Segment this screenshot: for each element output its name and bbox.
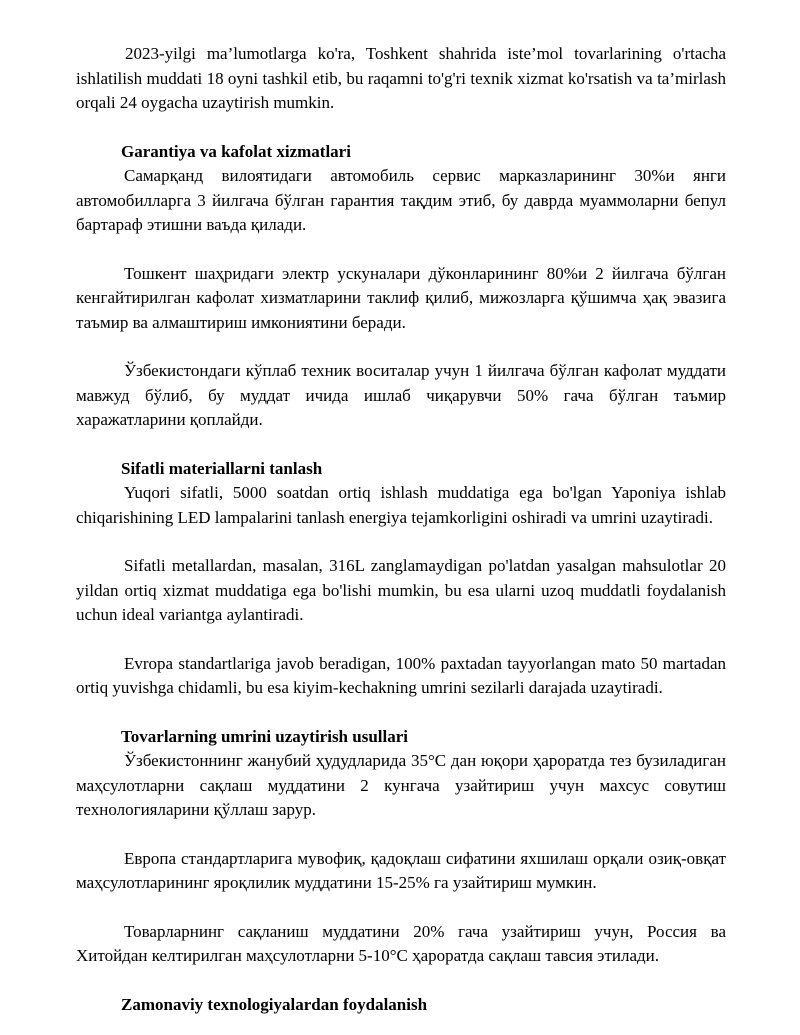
paragraph: Товарларнинг сақланиш муддатини 20% гача узайтириш учун, Россия ва Хитойдан келтирилган маҳсулотларни 5-10°C ҳароратда сақлаш тавсия этилади. <box>76 921 726 965</box>
paragraph: Sifatli metallardan, masalan, 316L zanglamaydigan po'latdan yasalgan mahsulotlar 20 yildan ortiq xizmat muddatiga ega bo'lishi mumkin, bu esa ularni uzoq muddatli foydalanish uchun ideal variantga aylantiradi. <box>76 556 726 624</box>
paragraph: Самарқанд вилоятидаги автомобиль сервис марказларининг 30%и янги автомобилларга 3 йилгача бўлган гарантия тақдим этиб, бу даврда муаммоларни бепул бартараф этишни ваъда қилади. <box>76 166 726 234</box>
section-heading-lifespan-methods: Tovarlarning umrini uzaytirish usullari <box>121 726 408 746</box>
paragraph: Европа стандартларига мувофиқ, қадоқлаш сифатини яхшилаш орқали озиқ-овқат маҳсулотларининг яроқлилик муддатини 15-25% га узайтириш мумкин. <box>76 848 726 892</box>
section-heading-warranty: Garantiya va kafolat xizmatlari <box>121 141 351 161</box>
section-heading-materials: Sifatli materiallarni tanlash <box>121 458 323 478</box>
paragraph: Ўзбекистоннинг жанубий ҳудудларида 35°C дан юқори ҳароратда тез бузиладиган маҳсулотларни сақлаш муддатини 2 кунгача узайтириш учун махсус совутиш технологияларини қўллаш зарур. <box>76 751 726 819</box>
paragraph: Тошкент шаҳридаги электр ускуналари дўконларининг 80%и 2 йилгача бўлган кенгайтирилган кафолат хизматларини таклиф қилиб, мижозларга қўшимча ҳақ эвазига таъмир ва алмаштириш имкониятини беради. <box>76 263 726 332</box>
paragraph: Ўзбекистондаги кўплаб техник воситалар учун 1 йилгача бўлган кафолат муддати мавжуд бўлиб, бу муддат ичида ишлаб чиқарувчи 50% гача бўлган таъмир харажатларини қоплайди. <box>76 361 726 429</box>
intro-paragraph: 2023-yilgi ma’lumotlarga ko'ra, Toshkent shahrida iste’mol tovarlarining o'rtacha ishlatilish muddati 18 oyni tashkil etib, bu raqamni to'g'ri texnik xizmat ko'rsatish va ta’mirlash orqali 24 oygacha uzaytirish mumkin. <box>76 44 726 112</box>
section-heading-technologies: Zamonaviy texnologiyalardan foydalanish <box>121 994 428 1014</box>
paragraph: Evropa standartlariga javob beradigan, 100% paxtadan tayyorlangan mato 50 martadan ortiq yuvishga chidamli, bu esa kiyim-kechakning umrini sezilarli darajada uzaytiradi. <box>76 653 726 697</box>
paragraph: Yuqori sifatli, 5000 soatdan ortiq ishlash muddatiga ega bo'lgan Yaponiya ishlab chiqarishining LED lampalarini tanlash energiya tejamkorligini oshiradi va umrini uzaytiradi. <box>76 483 726 527</box>
document-page <box>76 42 726 1017</box>
